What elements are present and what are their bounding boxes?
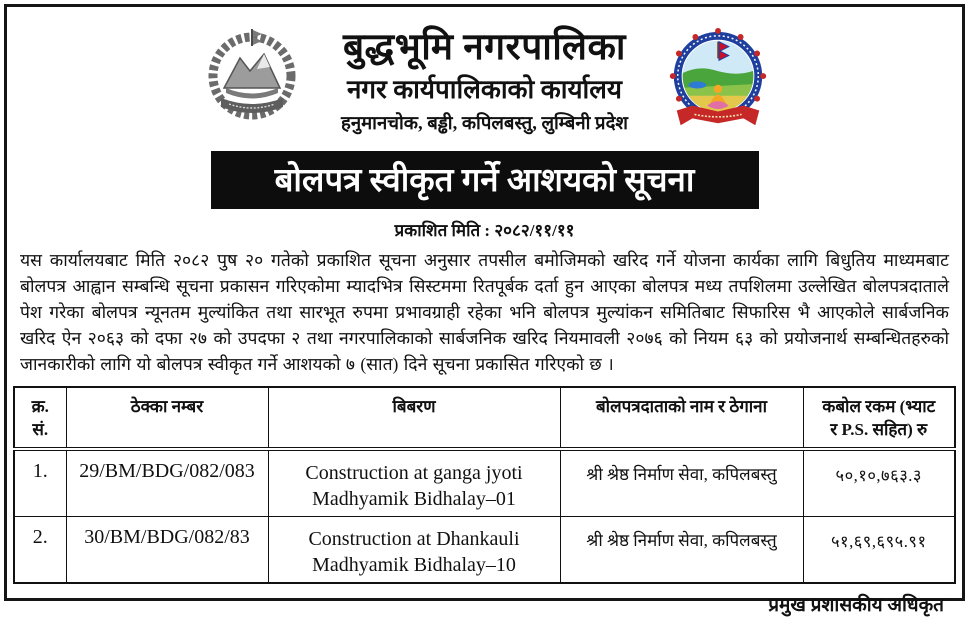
notice-title-banner: बोलपत्र स्वीकृत गर्ने आशयको सूचना bbox=[211, 151, 759, 209]
published-date: प्रकाशित मिति : २०८२/११/११ bbox=[394, 221, 575, 240]
header-amount: कबोल रकम (भ्याट र P.S. सहित) रु bbox=[803, 387, 955, 449]
cell-amount: ५०,१०,७६३.३ bbox=[803, 449, 955, 517]
cell-description: Construction at Dhankauli Madhyamik Bidhalay–10 bbox=[268, 517, 560, 584]
table-row bbox=[14, 517, 955, 584]
cell-serial: 2. bbox=[14, 517, 66, 584]
cell-bidder: श्री श्रेष्ठ निर्माण सेवा, कपिलबस्तु bbox=[560, 449, 803, 517]
tender-table bbox=[13, 386, 956, 584]
cell-serial: 1. bbox=[14, 449, 66, 517]
signatory-title: प्रमुख प्रशासकीय अधिकृत bbox=[768, 595, 944, 616]
cell-bidder: श्री श्रेष्ठ निर्माण सेवा, कपिलबस्तु bbox=[560, 517, 803, 584]
cell-contract: 29/BM/BDG/082/083 bbox=[66, 449, 268, 517]
municipality-emblem-icon bbox=[668, 25, 768, 138]
header-contract-number: ठेक्का नम्बर bbox=[66, 387, 268, 449]
cell-amount: ५१,६९,६९५.९१ bbox=[803, 517, 955, 584]
office-address: हनुमानचोक, बड्ढी, कपिलबस्तु, लुम्बिनी प्रदेश bbox=[341, 113, 628, 134]
header-serial-number: क्र. सं. bbox=[14, 387, 66, 449]
letterhead bbox=[202, 25, 768, 138]
office-name: नगर कार्यपालिकाको कार्यालय bbox=[347, 74, 622, 104]
cell-description: Construction at ganga jyoti Madhyamik Bidhalay–01 bbox=[268, 449, 560, 517]
municipality-name: बुद्धभूमि नगरपालिका bbox=[343, 27, 626, 68]
table-row bbox=[14, 449, 955, 517]
header-bidder: बोलपत्रदाताको नाम र ठेगाना bbox=[560, 387, 803, 449]
table-header-row bbox=[14, 387, 955, 449]
notice-page bbox=[4, 4, 965, 616]
nepal-government-emblem-icon bbox=[202, 25, 302, 127]
notice-body: यस कार्यालयबाट मिति २०८२ पुष २० गतेको प्रकाशित सूचना अनुसार तपसील बमोजिमको खरिद गर्ने योजना कार्यका लागि बिधुतिय माध्यमबाट बोलपत्र आह्वान सम्बन्धि सूचना प्रकासन गरिएकोमा म्यादभित्र सिस्टममा रितपूर्बक दर्ता हुन आएका बोलपत्र मध्य तपशिलमा उल्लेखित बोलपत्रदाताले पेश गरेका बोलपत्र न्यूनतम मुल्यांकित तथा सारभूत रुपमा प्रभावग्राही रहेका भनि बोलपत्र मुल्यांकन समितिबाट सिफारिस भै आएकोले सार्बजनिक खरिद ऐन २०६३ को दफा २७ को उपदफा २ तथा नगरपालिकाको सार्बजनिक खरिद नियमावली २०७६ को नियम ६३ को प्रयोजनार्थ सम्बन्धितहरुको जानकारीको लागि यो बोलपत्र स्वीकृत गर्ने आशयको ७ (सात) दिने सूचना प्रकासित गरिएको छ । bbox=[20, 250, 949, 374]
header-description: बिबरण bbox=[268, 387, 560, 449]
cell-contract: 30/BM/BDG/082/83 bbox=[66, 517, 268, 584]
letterhead-text bbox=[302, 25, 668, 135]
